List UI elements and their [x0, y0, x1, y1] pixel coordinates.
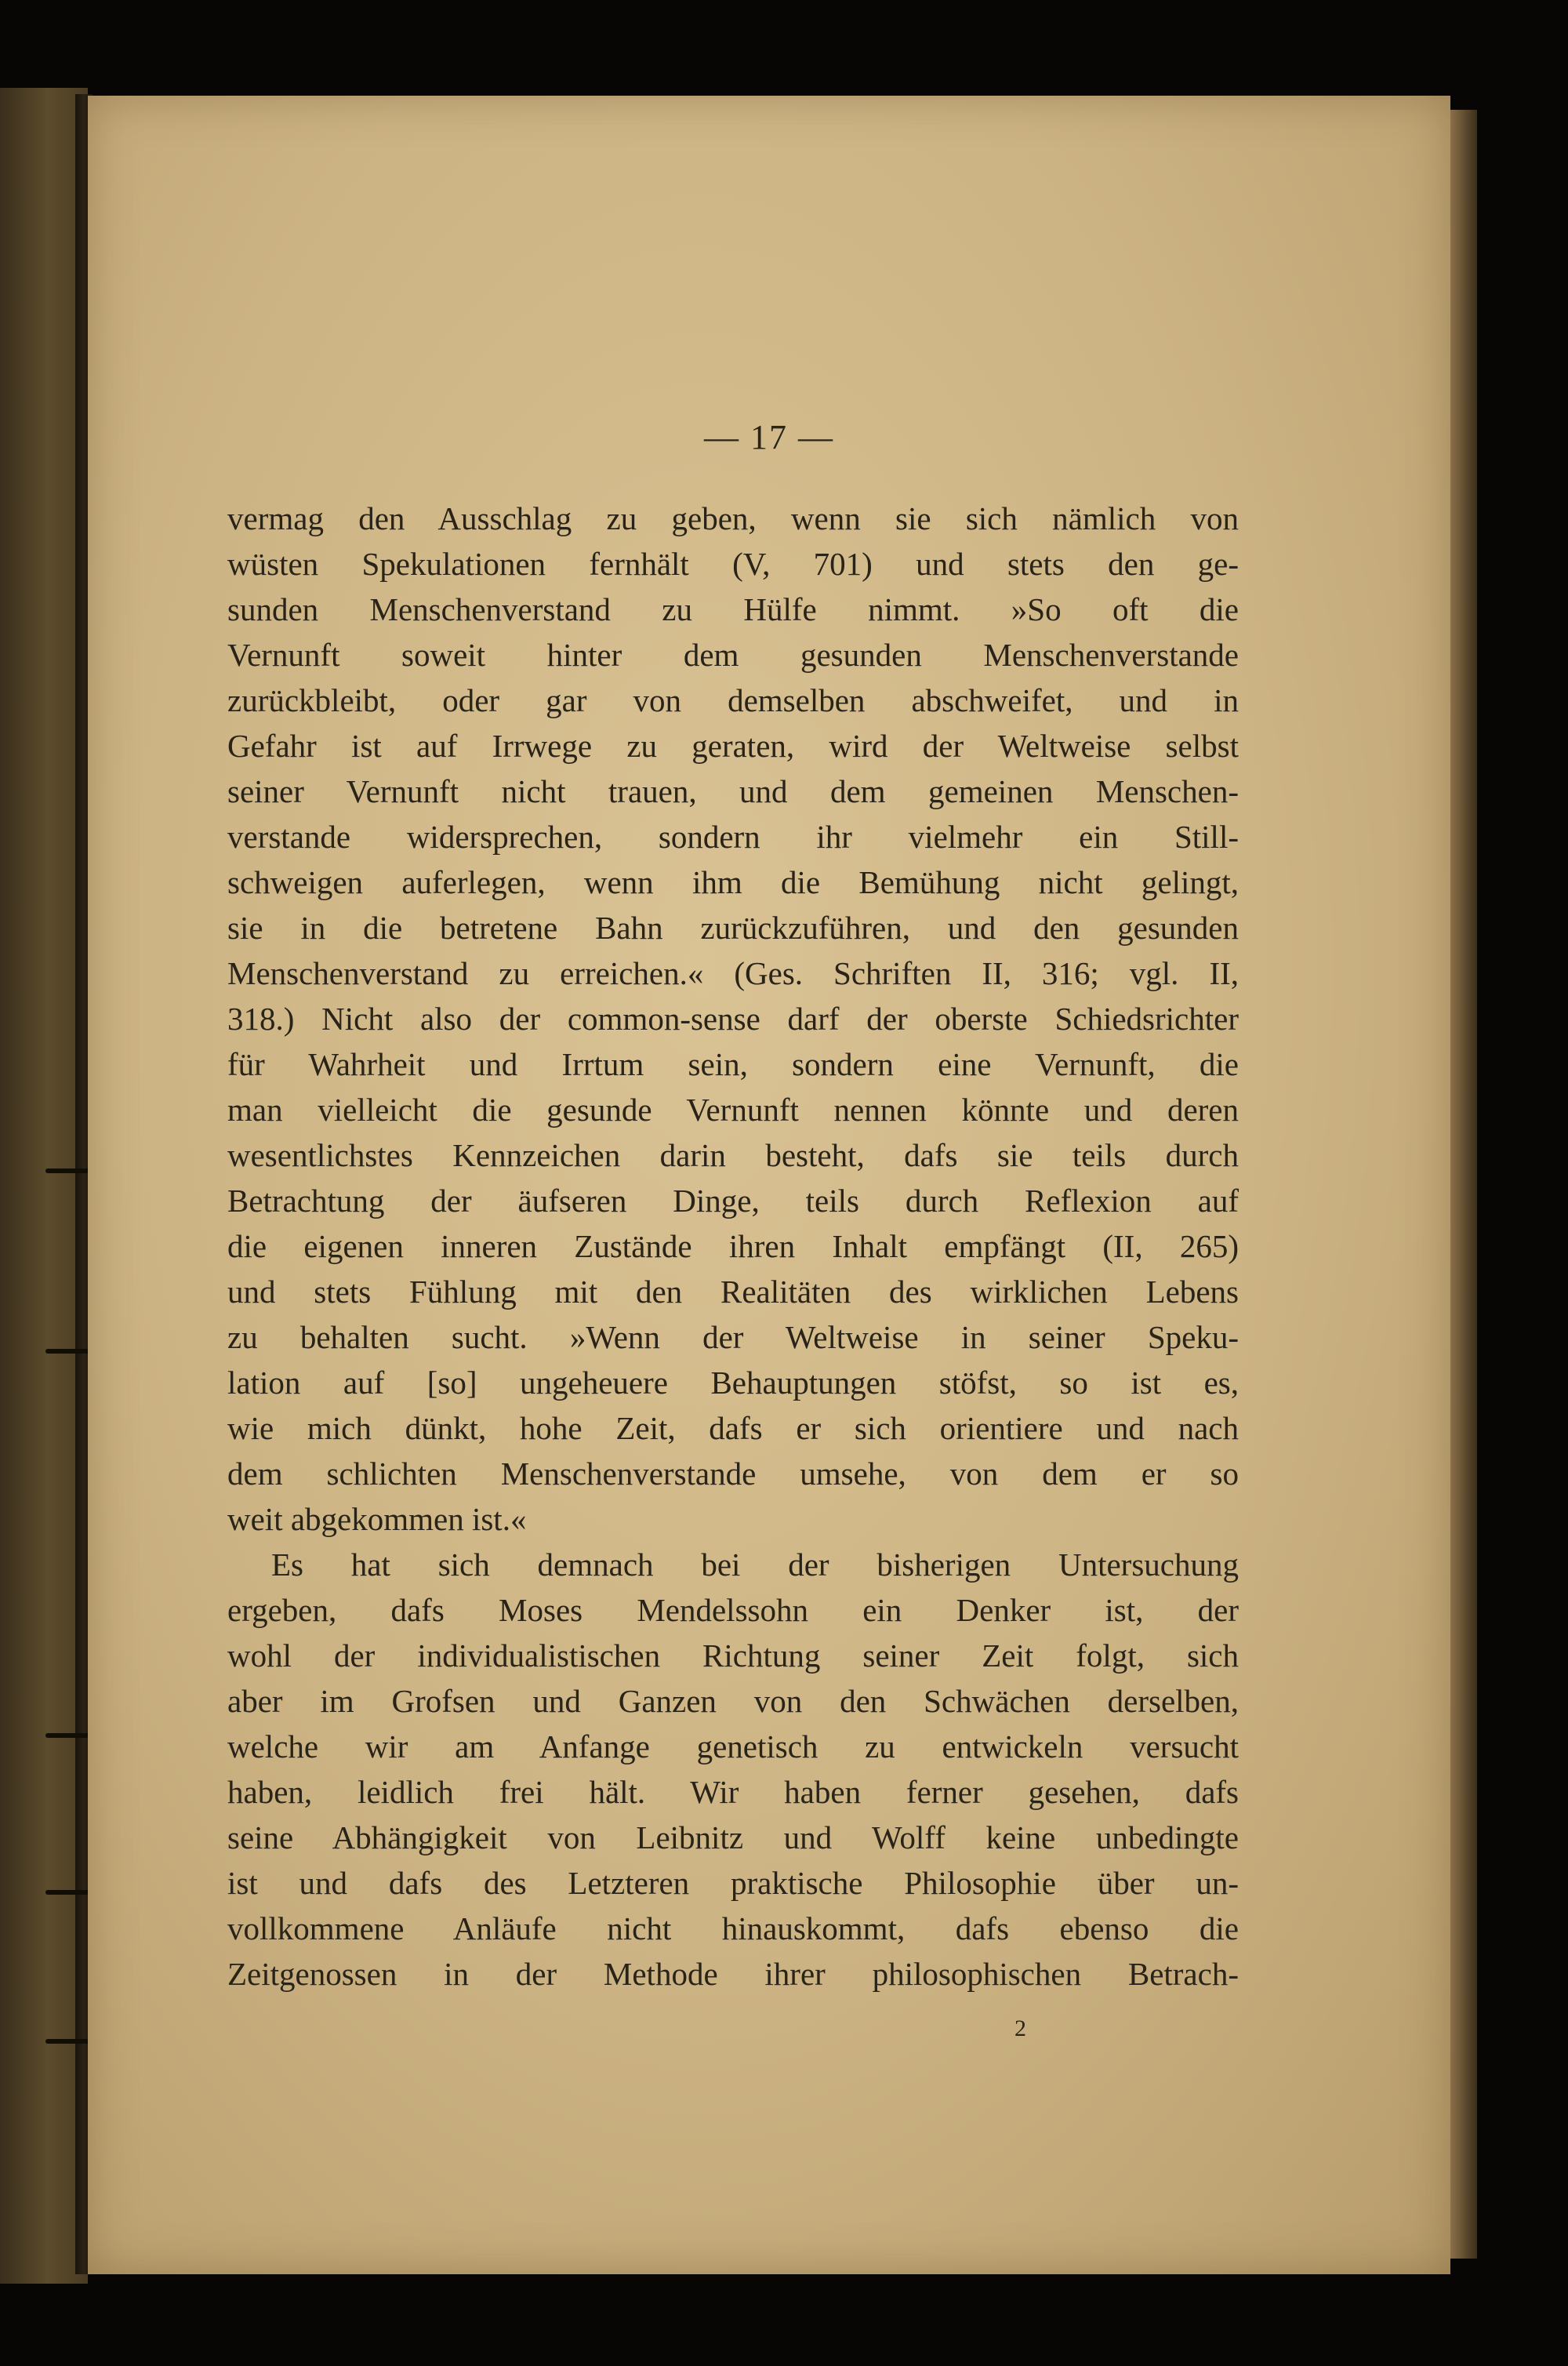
text-line: 318.) Nicht also der common-sense darf der oberste Schiedsrichter: [227, 1001, 1239, 1037]
text-line: zurückbleibt, oder gar von demselben abschweifet, und in: [227, 682, 1239, 718]
text-line: Zeitgenossen in der Methode ihrer philosophischen Betrach-: [227, 1956, 1239, 1992]
text-line: und stets Fühlung mit den Realitäten des wirklichen Lebens: [227, 1274, 1239, 1310]
text-line: wohl der individualistischen Richtung seiner Zeit folgt, sich: [227, 1637, 1239, 1674]
text-line: verstande widersprechen, sondern ihr vielmehr ein Still-: [227, 819, 1239, 855]
text-line: sunden Menschenverstand zu Hülfe nimmt. »So oft die: [227, 591, 1239, 627]
page-body-text: [227, 496, 1239, 1997]
text-line: man vielleicht die gesunde Vernunft nennen könnte und deren: [227, 1092, 1239, 1128]
text-line: Gefahr ist auf Irrwege zu geraten, wird der Weltweise selbst: [227, 728, 1239, 764]
text-line-paragraph-start: Es hat sich demnach bei der bisherigen Untersuchung: [271, 1546, 1239, 1583]
page-edge-shadow: [1450, 110, 1477, 2259]
page-number-header: — 17 —: [704, 418, 834, 456]
text-line-paragraph-end: weit abgekommen ist.«: [227, 1501, 527, 1537]
text-line: ergeben, dafs Moses Mendelssohn ein Denker ist, der: [227, 1592, 1239, 1628]
text-line: vollkommene Anläufe nicht hinauskommt, dafs ebenso die: [227, 1910, 1239, 1946]
text-line: ist und dafs des Letzteren praktische Philosophie über un-: [227, 1865, 1239, 1901]
text-line: dem schlichten Menschenverstande umsehe, von dem er so: [227, 1456, 1239, 1492]
text-line: seiner Vernunft nicht trauen, und dem gemeinen Menschen-: [227, 773, 1239, 809]
text-line: zu behalten sucht. »Wenn der Weltweise in seiner Speku-: [227, 1319, 1239, 1355]
text-line: Vernunft soweit hinter dem gesunden Menschenverstande: [227, 637, 1239, 673]
text-line: Betrachtung der äufseren Dinge, teils durch Reflexion auf: [227, 1183, 1239, 1219]
text-line: aber im Grofsen und Ganzen von den Schwächen derselben,: [227, 1683, 1239, 1719]
text-line: die eigenen inneren Zustände ihren Inhalt empfängt (II, 265): [227, 1228, 1239, 1264]
text-line: wüsten Spekulationen fernhält (V, 701) und stets den ge-: [227, 546, 1239, 582]
text-line: wesentlichstes Kennzeichen darin besteht, dafs sie teils durch: [227, 1137, 1239, 1173]
book-page: [88, 96, 1450, 2274]
text-line: Menschenverstand zu erreichen.« (Ges. Schriften II, 316; vgl. II,: [227, 955, 1239, 991]
text-line: vermag den Ausschlag zu geben, wenn sie sich nämlich von: [227, 500, 1239, 536]
text-line: haben, leidlich frei hält. Wir haben ferner gesehen, dafs: [227, 1774, 1239, 1810]
text-line: lation auf [so] ungeheuere Behauptungen stöfst, so ist es,: [227, 1365, 1239, 1401]
signature-mark: 2: [1014, 2015, 1026, 2041]
text-line: wie mich dünkt, hohe Zeit, dafs er sich orientiere und nach: [227, 1410, 1239, 1446]
text-line: für Wahrheit und Irrtum sein, sondern eine Vernunft, die: [227, 1046, 1239, 1082]
text-line: welche wir am Anfange genetisch zu entwickeln versucht: [227, 1728, 1239, 1765]
text-line: seine Abhängigkeit von Leibnitz und Wolff keine unbedingte: [227, 1819, 1239, 1855]
text-line: schweigen auferlegen, wenn ihm die Bemühung nicht gelingt,: [227, 864, 1239, 900]
text-line: sie in die betretene Bahn zurückzuführen, und den gesunden: [227, 910, 1239, 946]
